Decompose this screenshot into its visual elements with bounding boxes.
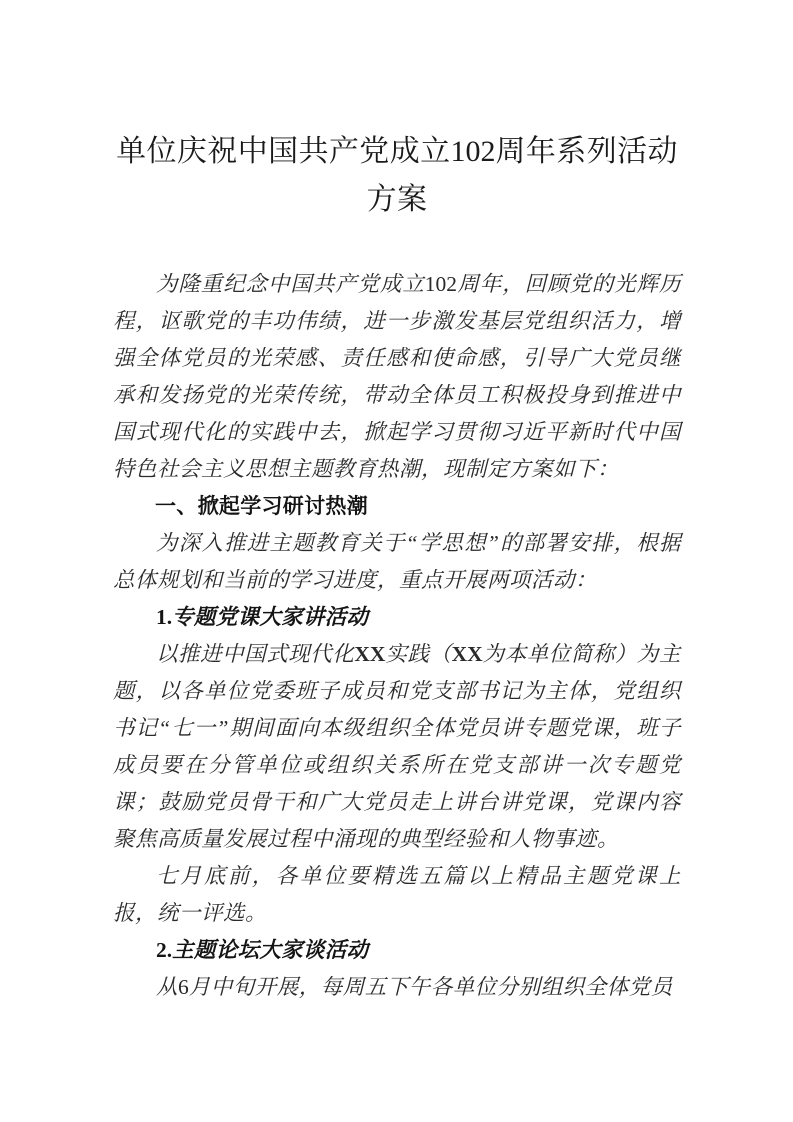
- subsection-heading-2: [113, 932, 681, 969]
- subsection-2-number: 2.: [156, 938, 173, 962]
- page-title: 单位庆祝中国共产党成立102周年系列活动方案: [116, 135, 678, 216]
- document-text-column: [113, 0, 681, 1006]
- intro-paragraph: 为隆重纪念中国共产党成立102周年，回顾党的光辉历程，讴歌党的丰功伟绩，进一步激发基层党组织活力，增强全体党员的光荣感、责任感和使命感，引导广大党员继承和发扬党的光荣传统，带动全体员工积极投身到推进中国式现代化的实践中去，掀起学习贯彻习近平新时代中国特色社会主义思想主题教育热潮，现制定方案如下：: [113, 272, 681, 481]
- section-heading-1: 一、掀起学习研讨热潮: [155, 494, 368, 518]
- subsection-2-label: 主题论坛大家谈活动: [172, 938, 369, 962]
- subsection-heading-1: [113, 599, 681, 636]
- subsection-1-paragraph-2: 七月底前，各单位要精选五篇以上精品主题党课上报，统一评选。: [113, 864, 681, 925]
- subsection-1-number: 1.: [156, 605, 173, 629]
- subsection-1-label: 专题党课大家讲活动: [172, 605, 369, 629]
- subsection-2-paragraph-1: 从6月中旬开展，每周五下午各单位分别组织全体党员: [156, 975, 673, 999]
- subsection-1-paragraph-1: 以推进中国式现代化XX实践（XX为本单位简称）为主题，以各单位党委班子成员和党支部书记为主体，党组织书记“七一”期间面向本级组织全体党员讲专题党课，班子成员要在分管单位或组织关系所在党支部讲一次专题党课；鼓励党员骨干和广大党员走上讲台讲党课，党课内容聚焦高质量发展过程中涌现的典型经验和人物事迹。: [113, 642, 681, 851]
- section-1-intro-paragraph: 为深入推进主题教育关于“学思想”的部署安排，根据总体规划和当前的学习进度，重点开展两项活动：: [113, 531, 681, 592]
